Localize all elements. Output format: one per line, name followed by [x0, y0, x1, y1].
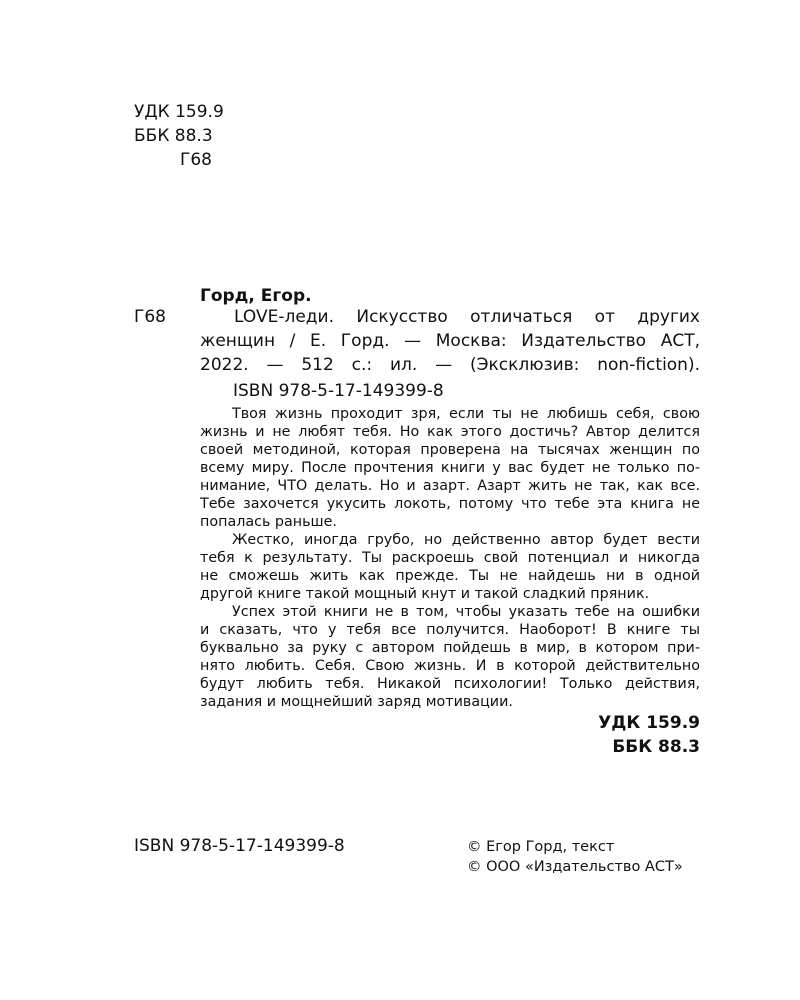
copyright-publisher: © ООО «Издательство АСТ» [467, 859, 683, 875]
title-line: LOVE-леди. Искусство отличаться от других [234, 307, 700, 327]
copyright-author: © Егор Горд, текст [467, 839, 615, 855]
udk-code-top: УДК 159.9 [134, 102, 224, 122]
abstract-line: Жестко, иногда грубо, но действенно автор будет вести [232, 532, 700, 548]
author-sign-top: Г68 [180, 150, 212, 170]
abstract-line: буквально за руку с автором пойдешь в мир, в котором при- [200, 640, 700, 656]
author-sign-entry: Г68 [134, 307, 166, 327]
abstract-line: и сказать, что у тебя все получится. Наоборот! В книге ты [200, 622, 700, 638]
bbk-code-bottom: ББК 88.3 [612, 737, 700, 757]
isbn-entry: ISBN 978-5-17-149399-8 [233, 381, 444, 401]
abstract-line: Успех этой книги не в том, чтобы указать тебе на ошибки [232, 604, 700, 620]
abstract-line: Твоя жизнь проходит зря, если ты не любишь себя, свою [232, 406, 700, 422]
abstract-line: будут любить тебя. Никакой психологии! Только действия, [200, 676, 700, 692]
abstract-line: Тебе захочется укусить локоть, потому что тебе эта книга не [200, 496, 700, 512]
abstract-line: попалась раньше. [200, 514, 337, 530]
bbk-code-top: ББК 88.3 [134, 126, 213, 146]
abstract-line: другой книге такой мощный кнут и такой сладкий пряник. [200, 586, 650, 602]
abstract-line: задания и мощнейший заряд мотивации. [200, 694, 513, 710]
title-block [200, 305, 700, 377]
udk-code-bottom: УДК 159.9 [598, 713, 700, 733]
title-line: 2022. — 512 с.: ил. — (Эксклюзив: non-fiction). [200, 355, 700, 375]
abstract-line: тебя к результату. Ты раскроешь свой потенциал и никогда [200, 550, 700, 566]
abstract-line: нято любить. Себя. Свою жизнь. И в которой действительно [200, 658, 700, 674]
isbn-footer: ISBN 978-5-17-149399-8 [134, 836, 345, 856]
abstract [200, 405, 700, 711]
abstract-line: нимание, ЧТО делать. Но и азарт. Азарт жить не так, как все. [200, 478, 700, 494]
title-line: женщин / Е. Горд. — Москва: Издательство АСТ, [200, 331, 700, 351]
abstract-line: не сможешь жить как прежде. Ты не найдешь ни в одной [200, 568, 700, 584]
abstract-line: жизнь и не любят тебя. Но как этого достичь? Автор делится [200, 424, 700, 440]
author-heading: Горд, Егор. [200, 286, 312, 306]
abstract-line: всему миру. После прочтения книги у вас будет не только по- [200, 460, 700, 476]
abstract-line: своей методиной, которая проверена на тысячах женщин по [200, 442, 700, 458]
